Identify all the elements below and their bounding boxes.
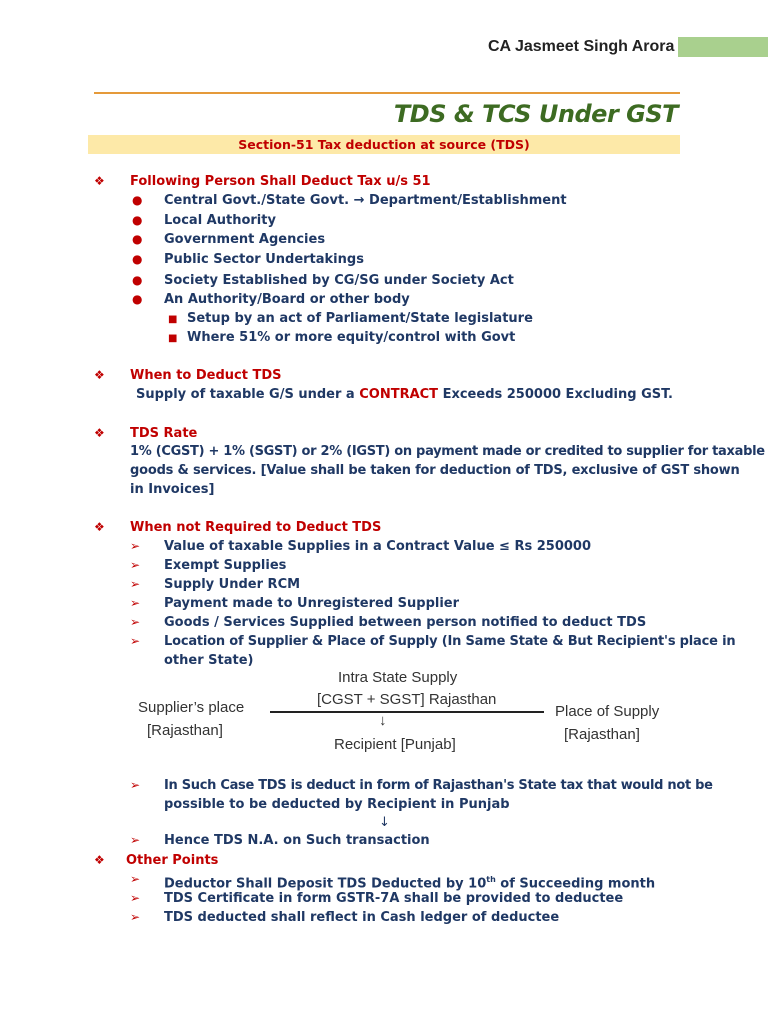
document-title: TDS & TCS Under GST (393, 100, 678, 128)
tds-rate-text: 1% (CGST) + 1% (SGST) or 2% (IGST) on payment made or credited to supplier for taxable (130, 444, 765, 459)
diamond-bullet-icon: ❖ (94, 174, 105, 188)
diagram-connector-line (270, 711, 544, 713)
deductor-item: An Authority/Board or other body (164, 292, 410, 307)
tds-rate-text: in Invoices] (130, 482, 215, 497)
not-required-item: Goods / Services Supplied between person notified to deduct TDS (164, 615, 647, 630)
arrow-bullet-icon: ➢ (130, 891, 141, 905)
dot-bullet-icon: ● (132, 273, 143, 287)
diamond-bullet-icon: ❖ (94, 520, 105, 534)
dot-bullet-icon: ● (132, 252, 143, 266)
deductor-item: Public Sector Undertakings (164, 252, 364, 267)
down-arrow-icon: ↓ (379, 815, 390, 830)
tds-rate-text: goods & services. [Value shall be taken for deduction of TDS, exclusive of GST shown (130, 463, 740, 478)
conclusion-text: In Such Case TDS is deduct in form of Rajasthan's State tax that would not be (164, 778, 713, 793)
header-rule (94, 92, 680, 94)
arrow-bullet-icon: ➢ (130, 577, 141, 591)
other-point-item: TDS Certificate in form GSTR-7A shall be provided to deductee (164, 891, 624, 906)
arrow-bullet-icon: ➢ (130, 615, 141, 629)
diagram-right-label: [Rajasthan] (564, 726, 640, 743)
diagram-top-label: Intra State Supply (338, 669, 458, 686)
arrow-bullet-icon: ➢ (130, 833, 141, 847)
dot-bullet-icon: ● (132, 193, 143, 207)
arrow-bullet-icon: ➢ (130, 539, 141, 553)
other-points-heading: Other Points (126, 853, 219, 868)
diamond-bullet-icon: ❖ (94, 426, 105, 440)
conclusion-text: Hence TDS N.A. on Such transaction (164, 833, 430, 848)
arrow-bullet-icon: ➢ (130, 872, 141, 886)
arrow-bullet-icon: ➢ (130, 558, 141, 572)
deductor-item: Government Agencies (164, 232, 326, 247)
not-required-heading: When not Required to Deduct TDS (130, 520, 382, 535)
dot-bullet-icon: ● (132, 232, 143, 246)
diagram-left-label: Supplier’s place (138, 699, 245, 716)
other-point-item: Deductor Shall Deposit TDS Deducted by 10th of Succeeding month (164, 875, 656, 892)
arrow-bullet-icon: ➢ (130, 634, 141, 648)
diagram-top-label: [CGST + SGST] Rajasthan (317, 691, 497, 708)
not-required-item: Exempt Supplies (164, 558, 287, 573)
deductor-item: Society Established by CG/SG under Society Act (164, 273, 514, 288)
when-to-deduct-heading: When to Deduct TDS (130, 368, 282, 383)
diagram-bottom-label: Recipient [Punjab] (334, 736, 456, 753)
dot-bullet-icon: ● (132, 213, 143, 227)
conclusion-text: possible to be deducted by Recipient in Punjab (164, 797, 510, 812)
dot-bullet-icon: ● (132, 292, 143, 306)
when-to-deduct-text: Supply of taxable G/S under a CONTRACT Exceeds 250000 Excluding GST. (136, 387, 673, 402)
header-author: CA Jasmeet Singh Arora (488, 38, 675, 55)
not-required-item: Value of taxable Supplies in a Contract Value ≤ Rs 250000 (164, 539, 592, 554)
deductor-item: Central Govt./State Govt. → Department/Establishment (164, 193, 567, 208)
down-arrow-icon: ↓ (379, 712, 387, 729)
header-accent-bar (678, 37, 768, 57)
not-required-item: Payment made to Unregistered Supplier (164, 596, 460, 611)
diamond-bullet-icon: ❖ (94, 853, 105, 867)
square-bullet-icon: ■ (168, 314, 178, 325)
square-bullet-icon: ■ (168, 333, 178, 344)
diamond-bullet-icon: ❖ (94, 368, 105, 382)
arrow-bullet-icon: ➢ (130, 910, 141, 924)
deductors-heading: Following Person Shall Deduct Tax u/s 51 (130, 174, 431, 189)
tds-rate-heading: TDS Rate (130, 426, 198, 441)
section-heading: Section-51 Tax deduction at source (TDS) (88, 135, 680, 154)
not-required-item: Location of Supplier & Place of Supply (In Same State & But Recipient's place in (164, 634, 736, 649)
not-required-item: Supply Under RCM (164, 577, 301, 592)
deductor-subitem: Where 51% or more equity/control with Govt (187, 330, 516, 345)
arrow-bullet-icon: ➢ (130, 596, 141, 610)
arrow-bullet-icon: ➢ (130, 778, 141, 792)
deductor-item: Local Authority (164, 213, 276, 228)
not-required-item-continuation: other State) (164, 653, 254, 668)
diagram-left-label: [Rajasthan] (147, 722, 223, 739)
other-point-item: TDS deducted shall reflect in Cash ledger of deductee (164, 910, 560, 925)
diagram-right-label: Place of Supply (555, 703, 660, 720)
deductor-subitem: Setup by an act of Parliament/State legislature (187, 311, 533, 326)
